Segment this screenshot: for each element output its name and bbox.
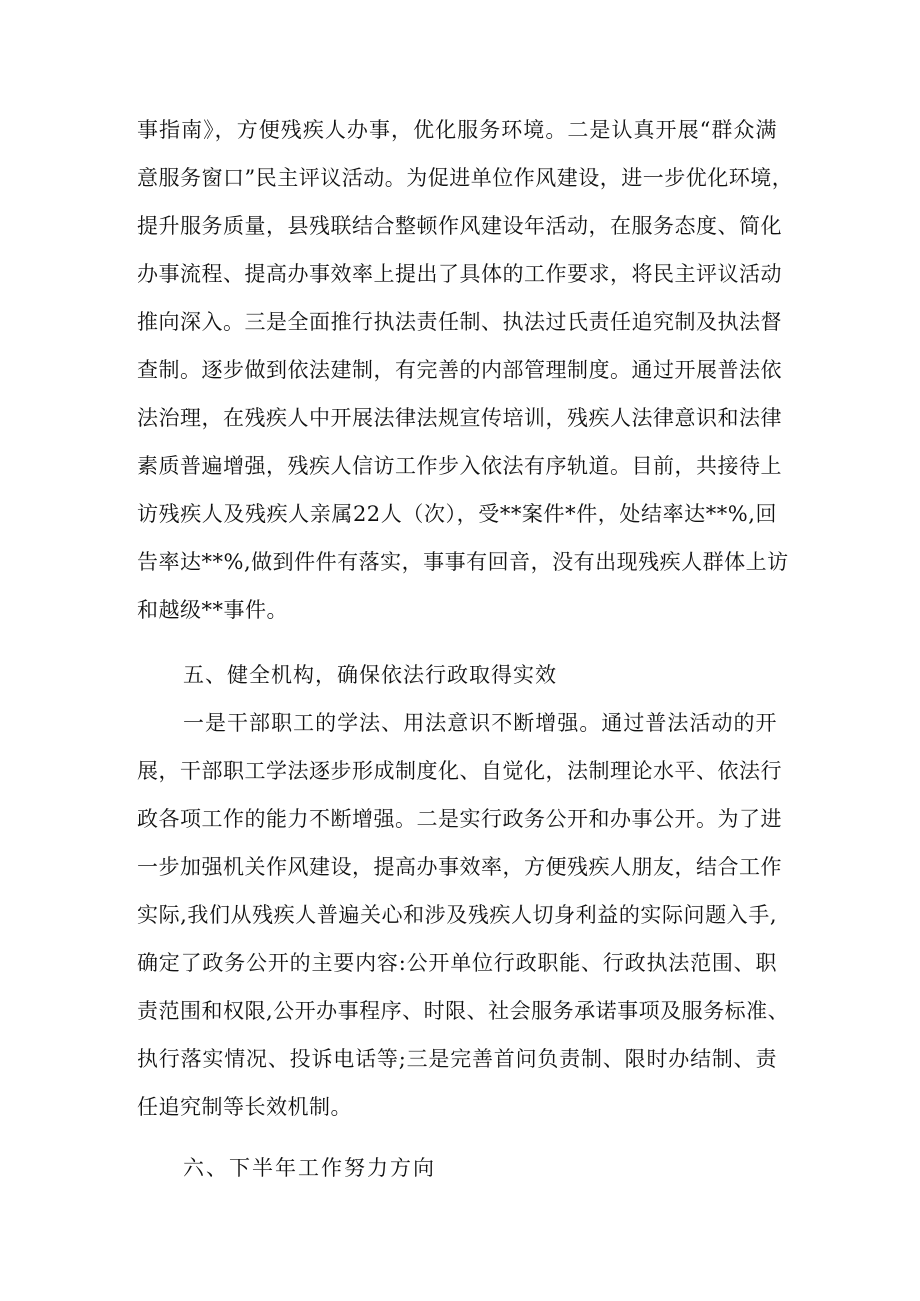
paragraph-line: 实际,我们从残疾人普遍关心和涉及残疾人切身利益的实际问题入手, xyxy=(137,903,777,927)
paragraph-line: 政各项工作的能力不断增强。二是实行政务公开和办事公开。为了进 xyxy=(137,807,782,831)
paragraph-line: 访残疾人及残疾人亲属22人（次），受**案件*件，处结率达**%,回 xyxy=(137,502,777,526)
paragraph-line: 责范围和权限,公开办事程序、时限、社会服务承诺事项及服务标准、 xyxy=(137,999,790,1023)
paragraph-line: 任追究制等长效机制。 xyxy=(137,1095,352,1119)
paragraph-line: 查制。逐步做到依法建制，有完善的内部管理制度。通过开展普法依 xyxy=(137,358,782,382)
paragraph-line: 法治理，在残疾人中开展法律法规宣传培训，残疾人法律意识和法律 xyxy=(137,406,782,430)
paragraph-line: 一步加强机关作风建设，提高办事效率，方便残疾人朋友，结合工作 xyxy=(137,855,782,879)
paragraph-line: 素质普遍增强，残疾人信访工作步入依法有序轨道。目前，共接待上 xyxy=(137,454,782,478)
paragraph-line: 办事流程、提高办事效率上提出了具体的工作要求，将民主评议活动 xyxy=(137,262,782,286)
section-heading-5: 五、健全机构，确保依法行政取得实效 xyxy=(183,663,557,687)
paragraph-line: 提升服务质量，县残联结合整顿作风建设年活动，在服务态度、简化 xyxy=(137,214,782,238)
paragraph-line: 意服务窗口”民主评议活动。为促进单位作风建设，进一步优化环境， xyxy=(137,166,794,190)
section-heading-6: 六、下半年工作努力方向 xyxy=(183,1156,436,1180)
paragraph-line: 事指南》，方便残疾人办事，优化服务环境。二是认真开展“群众满 xyxy=(137,118,777,142)
paragraph-line: 确定了政务公开的主要内容:公开单位行政职能、行政执法范围、职 xyxy=(137,951,777,975)
paragraph-line: 执行落实情况、投诉电话等;三是完善首问负责制、限时办结制、责 xyxy=(137,1047,777,1071)
paragraph-line: 推向深入。三是全面推行执法责任制、执法过氏责任追究制及执法督 xyxy=(137,310,782,334)
paragraph-line: 和越级**事件。 xyxy=(137,598,288,622)
paragraph-line: 一是干部职工的学法、用法意识不断增强。通过普法活动的开 xyxy=(183,711,777,735)
paragraph-line: 展，干部职工学法逐步形成制度化、自觉化，法制理论水平、依法行 xyxy=(137,759,782,783)
paragraph-line: 告率达**%,做到件件有落实，事事有回音，没有出现残疾人群体上访 xyxy=(137,550,789,574)
